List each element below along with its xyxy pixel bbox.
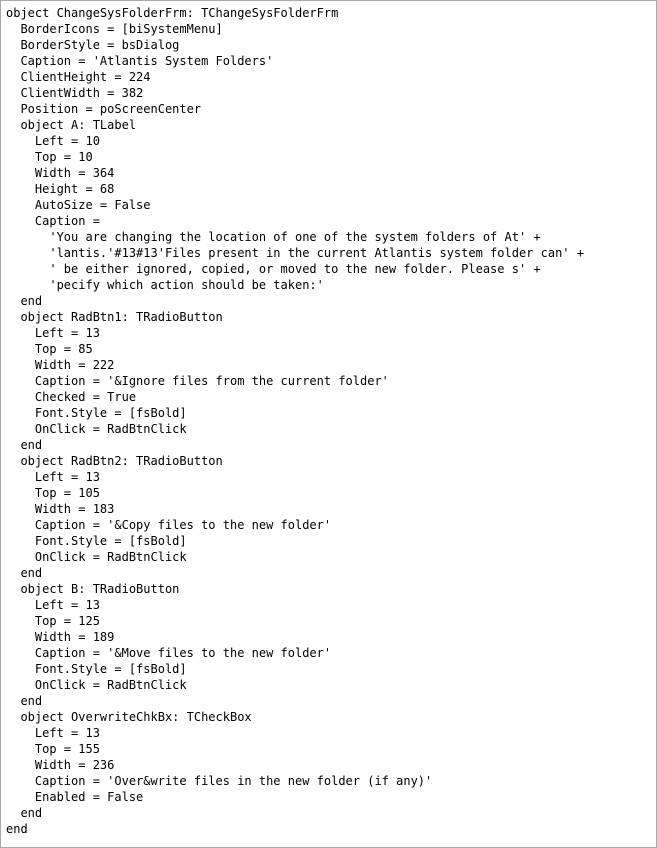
code-line: Left = 10 [6,134,100,148]
code-line: Top = 85 [6,342,93,356]
code-line: OnClick = RadBtnClick [6,422,187,436]
code-line: Width = 222 [6,358,115,372]
code-line: Top = 125 [6,614,100,628]
code-line: Caption = '&Move files to the new folder' [6,646,332,660]
code-line: Width = 364 [6,166,115,180]
code-line: Top = 10 [6,150,93,164]
code-line: Font.Style = [fsBold] [6,662,187,676]
code-line: end [6,438,43,452]
code-line: BorderStyle = bsDialog [6,38,180,52]
code-line: Top = 155 [6,742,100,756]
code-line: end [6,694,43,708]
code-line: Left = 13 [6,726,100,740]
code-line: Left = 13 [6,326,100,340]
code-line: Width = 189 [6,630,115,644]
code-line: Caption = '&Copy files to the new folder' [6,518,332,532]
code-line: Top = 105 [6,486,100,500]
code-line: Font.Style = [fsBold] [6,406,187,420]
code-block [6,5,584,837]
code-line: end [6,294,43,308]
code-line: end [6,822,28,836]
code-line: 'You are changing the location of one of the system folders of At' + [6,230,541,244]
code-line: BorderIcons = [biSystemMenu] [6,22,223,36]
code-line: Left = 13 [6,598,100,612]
code-line: Enabled = False [6,790,144,804]
code-line: ClientHeight = 224 [6,70,151,84]
code-line: Caption = 'Atlantis System Folders' [6,54,274,68]
code-line: ClientWidth = 382 [6,86,144,100]
code-line: AutoSize = False [6,198,151,212]
code-line: object ChangeSysFolderFrm: TChangeSysFolderFrm [6,6,339,20]
code-line: Height = 68 [6,182,115,196]
code-line: 'pecify which action should be taken:' [6,278,324,292]
code-line: Font.Style = [fsBold] [6,534,187,548]
code-line: object RadBtn1: TRadioButton [6,310,223,324]
code-line: object B: TRadioButton [6,582,180,596]
code-line: end [6,806,43,820]
code-line: 'lantis.'#13#13'Files present in the current Atlantis system folder can' + [6,246,584,260]
code-line: Checked = True [6,390,137,404]
code-line: object A: TLabel [6,118,137,132]
code-line: Position = poScreenCenter [6,102,202,116]
code-line: Width = 236 [6,758,115,772]
code-line: object OverwriteChkBx: TCheckBox [6,710,252,724]
code-line: Caption = [6,214,100,228]
code-line: Width = 183 [6,502,115,516]
code-line: OnClick = RadBtnClick [6,678,187,692]
code-line: ' be either ignored, copied, or moved to the new folder. Please s' + [6,262,541,276]
code-line: Caption = 'Over&write files in the new folder (if any)' [6,774,433,788]
code-line: end [6,566,43,580]
code-line: object RadBtn2: TRadioButton [6,454,223,468]
code-line: OnClick = RadBtnClick [6,550,187,564]
code-line: Caption = '&Ignore files from the current folder' [6,374,389,388]
code-line: Left = 13 [6,470,100,484]
